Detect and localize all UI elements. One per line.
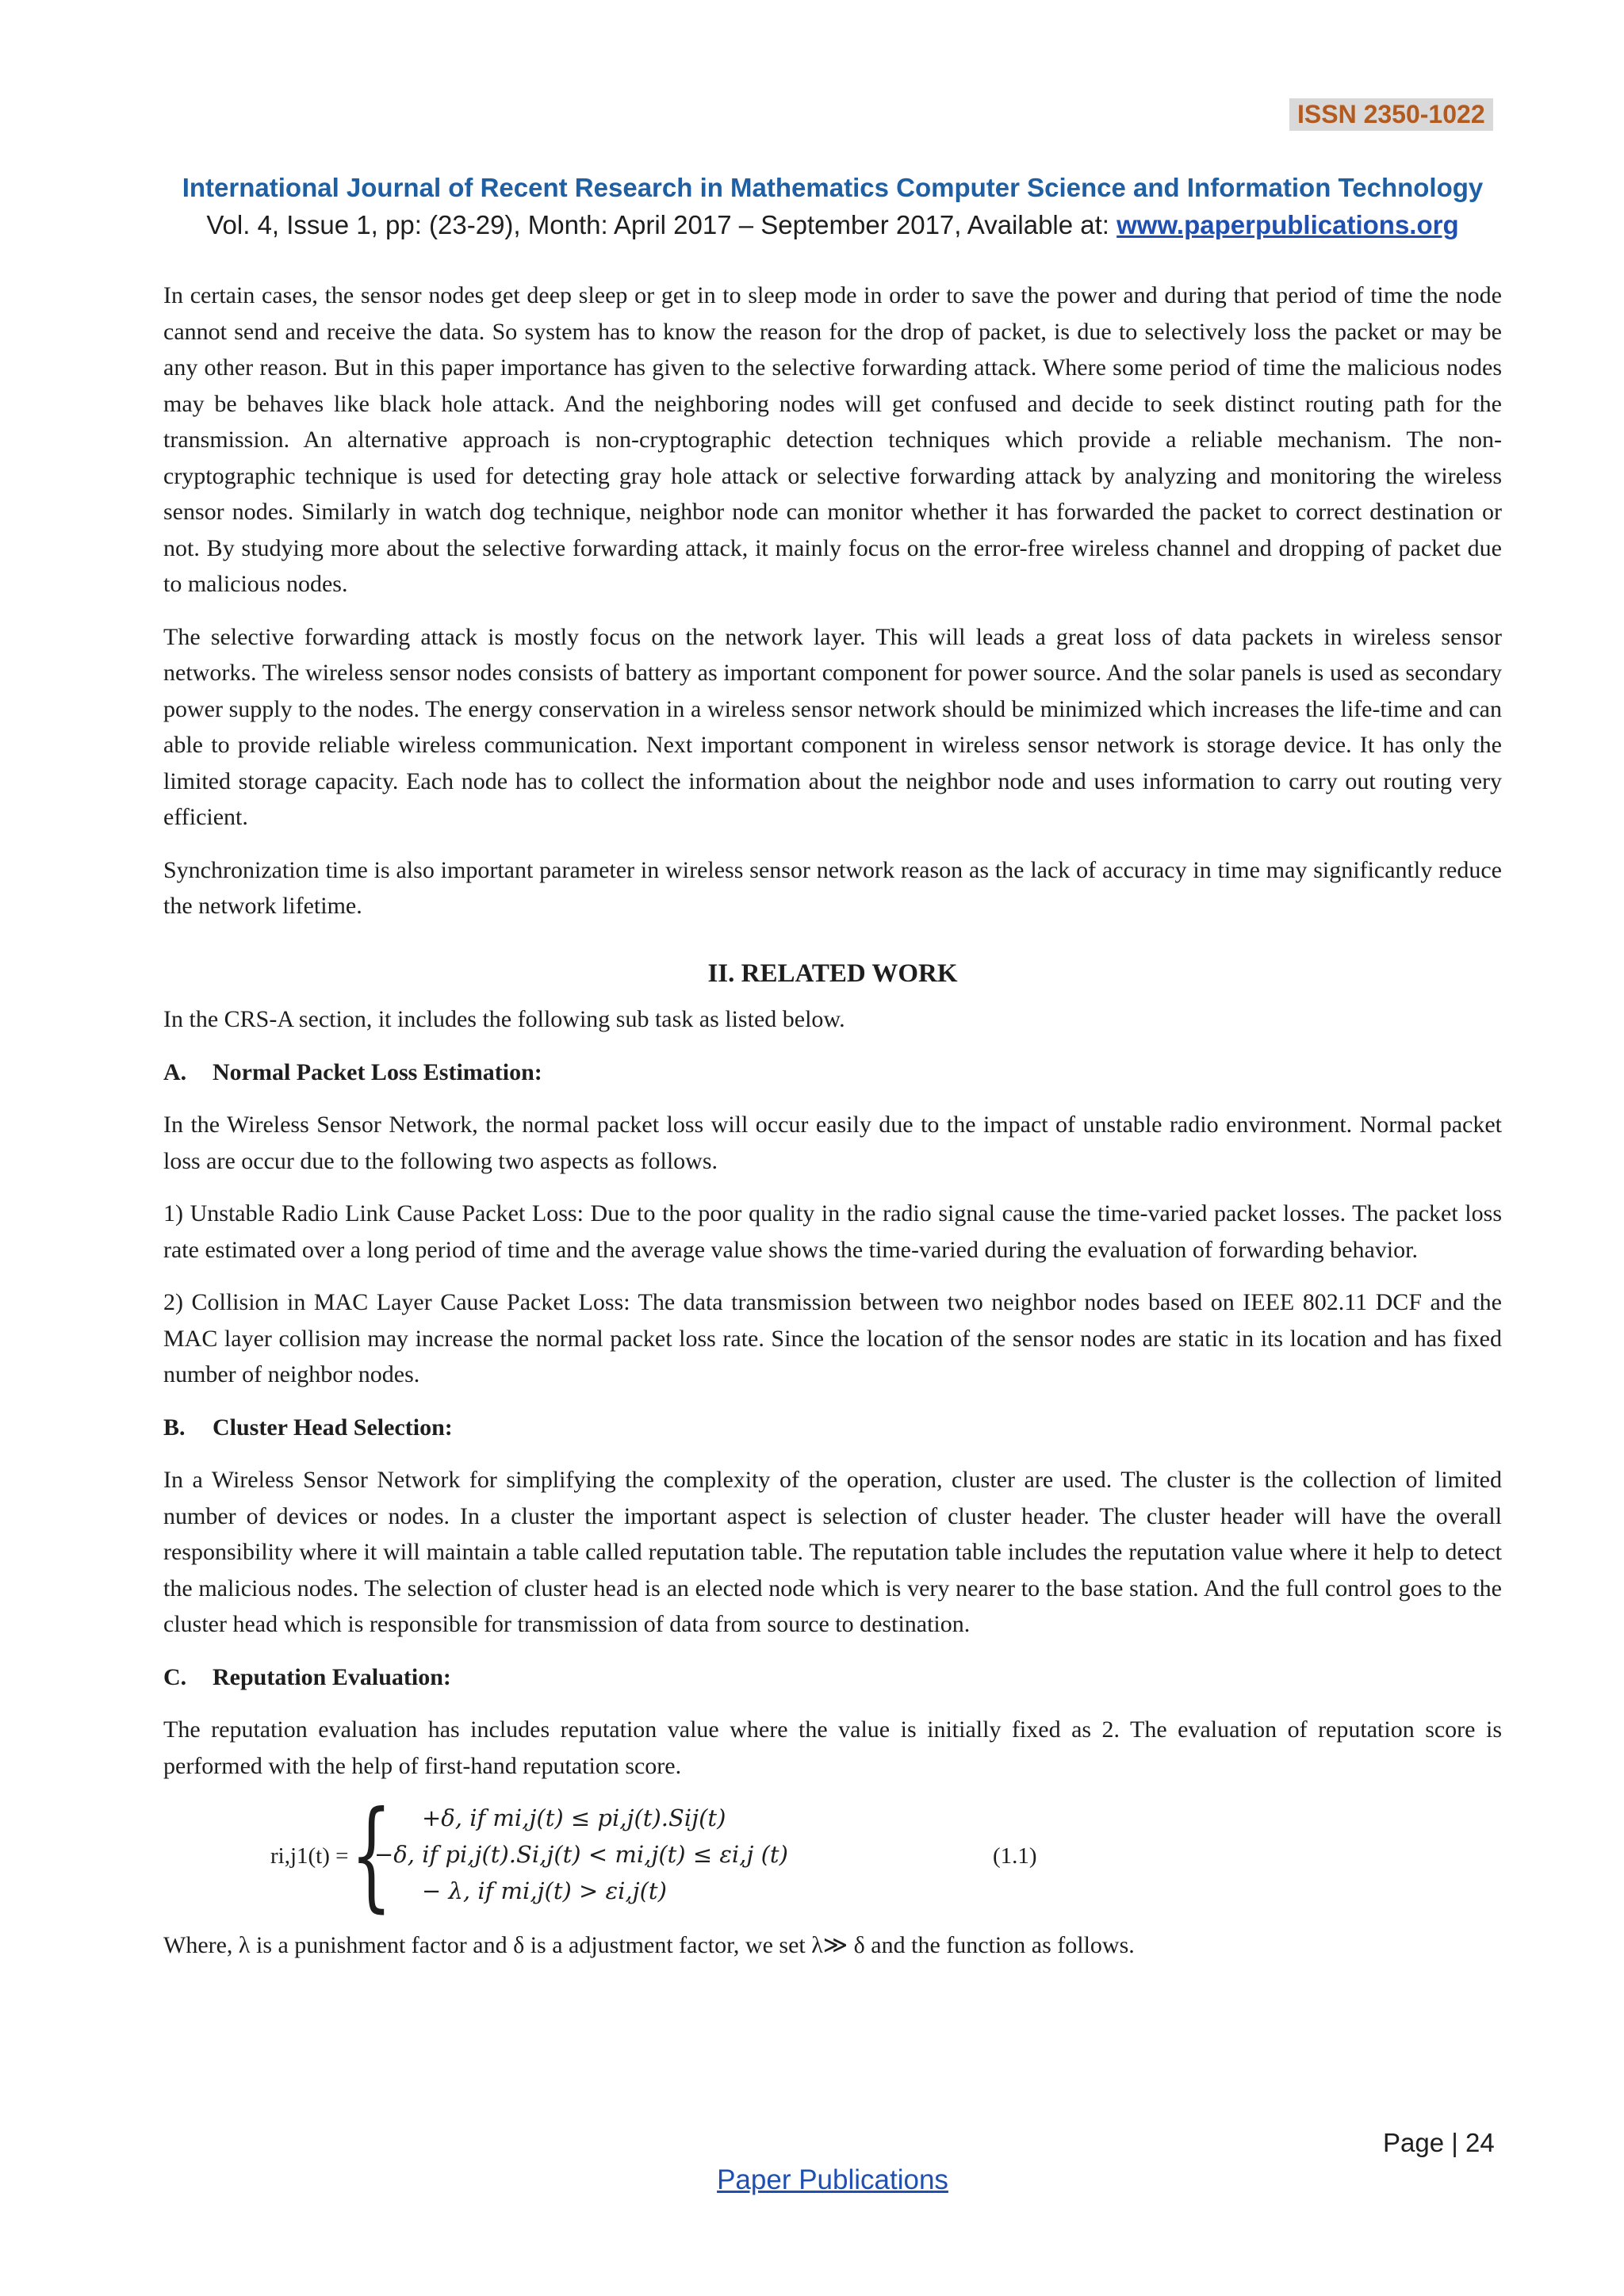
subsection-heading-b [163, 1410, 1502, 1446]
paragraph: In certain cases, the sensor nodes get deep sleep or get in to sleep mode in order to save the power and during that period of time the node cannot send and receive the data. So system has to know the reason for the drop of packet, is due to selectively loss the packet or may be any other reason. But in this paper importance has given to the selective forwarding attack. Where some period of time the malicious nodes may be behaves like black hole attack. And the neighboring nodes will get confused and decide to seek distinct routing path for the transmission. An alternative approach is non-cryptographic detection techniques which provide a reliable mechanism. The non-cryptographic technique is used for detecting gray hole attack or selective forwarding attack by analyzing and monitoring the wireless sensor nodes. Similarly in watch dog technique, neighbor node can monitor whether it has forwarded the packet to correct destination or not. By studying more about the selective forwarding attack, it mainly focus on the error-free wireless channel and dropping of packet due to malicious nodes. [163, 282, 1502, 597]
subsection-label: C. [163, 1663, 187, 1690]
section-title: II. RELATED WORK [707, 959, 958, 988]
equation-number: (1.1) [993, 1843, 1037, 1869]
paragraph: In a Wireless Sensor Network for simplifying the complexity of the operation, cluster are used. The cluster is the collection of limited number of devices or nodes. In a cluster the important aspect is selection of cluster header. The cluster header will have the overall responsibility where it will maintain a table called reputation table. The reputation table includes the reputation value where it help to detect the malicious nodes. The selection of cluster head is an elected node which is very nearer to the base station. And the full control goes to the cluster head which is responsible for transmission of data from source to destination. [163, 1467, 1502, 1637]
paragraph: In the Wireless Sensor Network, the normal packet loss will occur easily due to the impact of unstable radio environment. Normal packet loss are occur due to the following two aspects as follows. [163, 1112, 1502, 1174]
journal-title: International Journal of Recent Research in Mathematics Computer Science and Information Technology [182, 173, 1484, 202]
equation-case: +δ, if mi,j(t) ≤ pi,j(t).Sij(t) [422, 1804, 726, 1831]
journal-info: Vol. 4, Issue 1, pp: (23-29), Month: April 2017 – September 2017, Available at: [206, 210, 1117, 239]
issn-badge: ISSN 2350-1022 [1289, 98, 1493, 131]
paragraph: Synchronization time is also important parameter in wireless sensor network reason as the lack of accuracy in time may significantly reduce the network lifetime. [163, 856, 1502, 919]
subsection-title: Cluster Head Selection: [213, 1414, 453, 1441]
subsection-heading-a [163, 1054, 1502, 1091]
subsection-label: B. [163, 1414, 186, 1441]
subsection-title: Reputation Evaluation: [213, 1663, 451, 1690]
page-number: Page | 24 [1383, 2128, 1495, 2157]
subsection-label: A. [163, 1058, 187, 1085]
publisher-link[interactable]: Paper Publications [717, 2164, 948, 2195]
subsection-title: Normal Packet Loss Estimation: [213, 1058, 542, 1085]
equation-lhs: ri,j1(t) = [270, 1843, 349, 1869]
paragraph: In the CRS-A section, it includes the following sub task as listed below. [163, 1006, 845, 1032]
journal-info-line [0, 210, 1624, 240]
paragraph: 2) Collision in MAC Layer Cause Packet Loss: The data transmission between two neighbor nodes based on IEEE 802.11 DCF and the MAC layer collision may increase the normal packet loss rate. Since the location of the sensor nodes are static in its location and has fixed number of neighbor nodes. [163, 1289, 1502, 1387]
equation-case: −δ, if pi,j(t).Si,j(t) < mi,j(t) ≤ εi,j (t) [374, 1841, 788, 1868]
paragraph: The reputation evaluation has includes reputation value where the value is initially fixed as 2. The evaluation of reputation score is performed with the help of first-hand reputation score. [163, 1716, 1502, 1779]
article-body [163, 277, 1502, 1980]
paragraph: 1) Unstable Radio Link Cause Packet Loss: Due to the poor quality in the radio signal cause the time-varied packet losses. The packet loss rate estimated over a long period of time and the average value shows the time-varied during the evaluation of forwarding behavior. [163, 1200, 1502, 1263]
paragraph: The selective forwarding attack is mostly focus on the network layer. This will leads a great loss of data packets in wireless sensor networks. The wireless sensor nodes consists of battery as important component for power source. And the solar panels is used as secondary power supply to the nodes. The energy conservation in a wireless sensor network should be minimized which increases the life-time and can able to provide reliable wireless communication. Next important component in wireless sensor network is storage device. It has only the limited storage capacity. Each node has to collect the information about the neighbor node and uses information to carry out routing very efficient. [163, 623, 1502, 830]
equation-case: − λ, if mi,j(t) > εi,j(t) [422, 1877, 667, 1904]
journal-url-link[interactable]: www.paperpublications.org [1116, 210, 1459, 239]
paragraph: Where, λ is a punishment factor and δ is a adjustment factor, we set λ≫ δ and the function as follows. [163, 1932, 1135, 1958]
equation-1-1 [163, 1786, 1502, 1924]
subsection-heading-c [163, 1659, 1502, 1696]
left-brace-icon: { [350, 1786, 393, 1924]
